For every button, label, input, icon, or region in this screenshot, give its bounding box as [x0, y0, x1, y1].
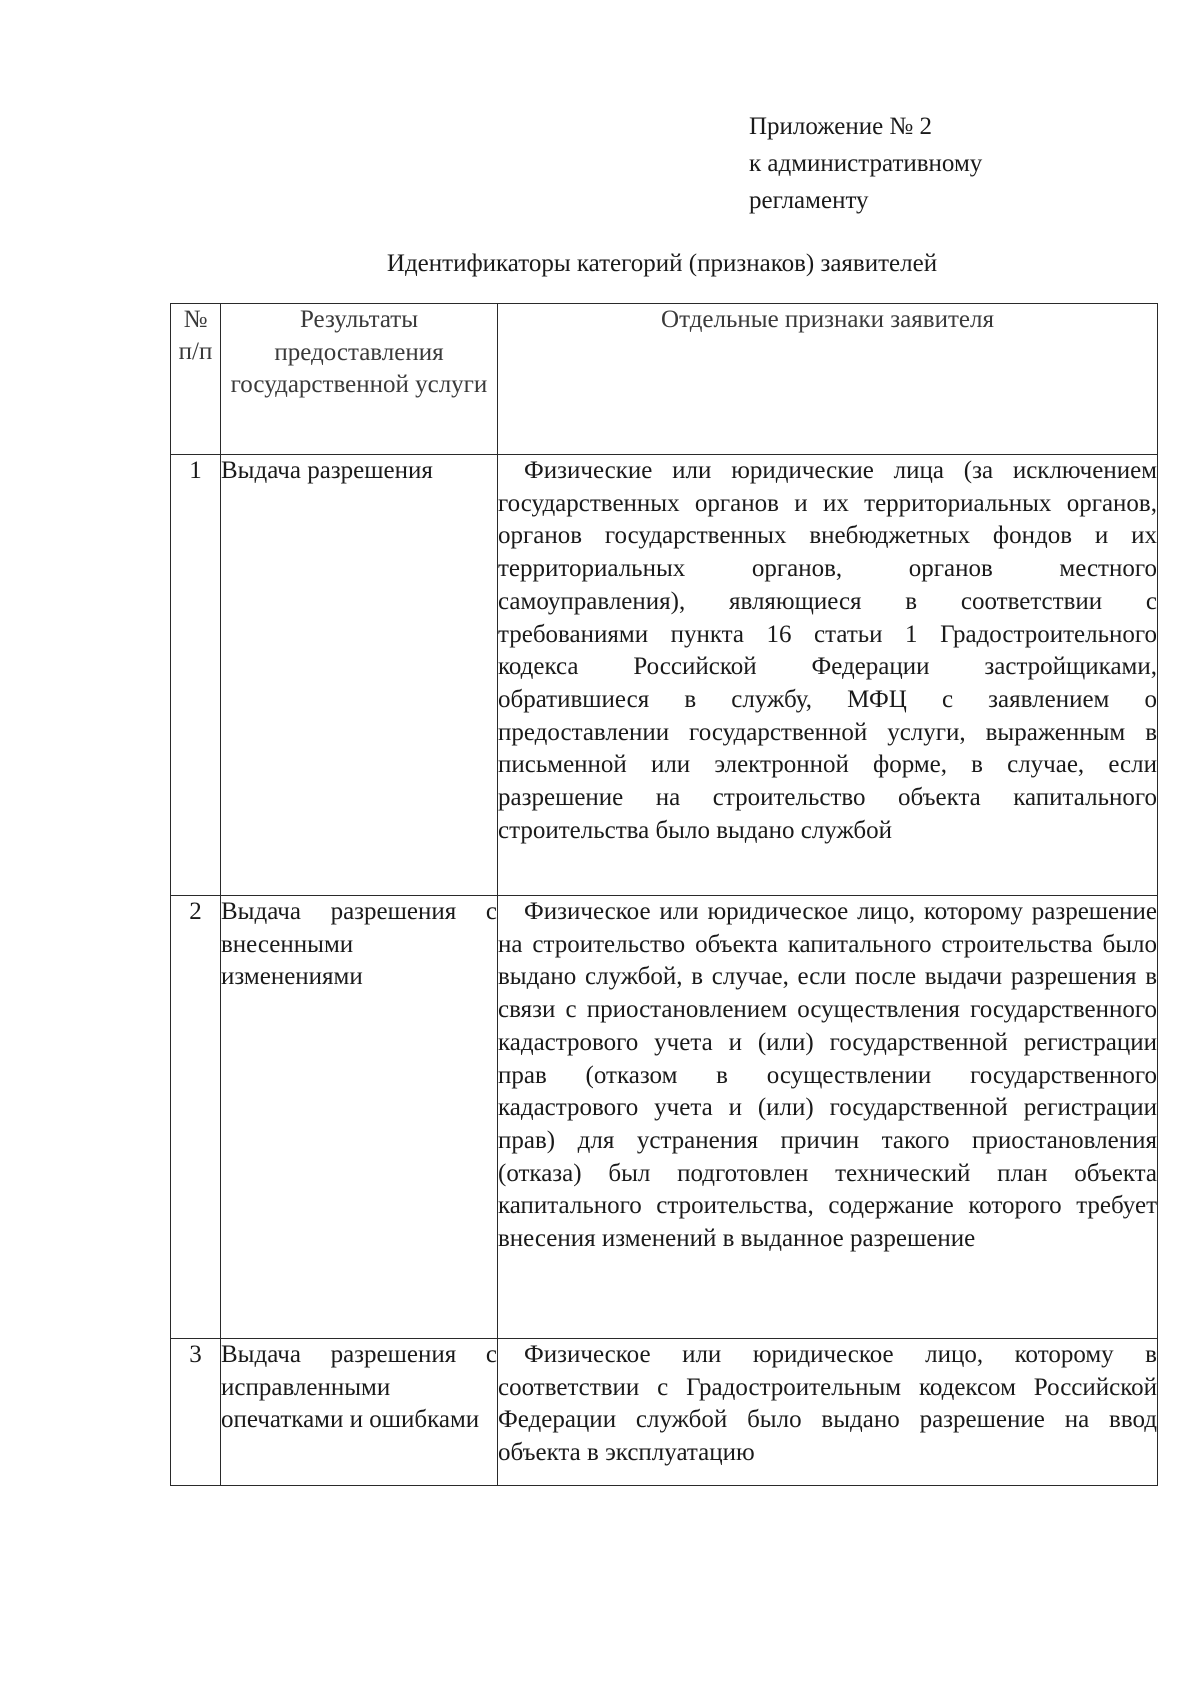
appendix-line-1: Приложение № 2 [749, 113, 933, 140]
row-number: 1 [171, 455, 221, 896]
table-row [171, 455, 1158, 896]
document-title: Идентификаторы категорий (признаков) заявителей [386, 250, 938, 277]
appendix-line-3: регламенту [749, 187, 869, 214]
applicant-categories-table [170, 303, 1158, 1486]
table-header-row [171, 304, 1158, 455]
appendix-line-2: к административному [749, 150, 983, 177]
appendix-header [749, 108, 982, 219]
header-number: № п/п [171, 304, 221, 455]
header-result: Результаты предоставления государственной услуги [221, 304, 498, 455]
row-description: Физические или юридические лица (за исключением государственных органов и их территориальных органов, органов государственных внебюджетных фондов и их территориальных органов, органов местного самоуправления), являющиеся в соответствии с требованиями пункта 16 статьи 1 Градостроительного кодекса Российской Федерации застройщиками, обратившиеся в службу, МФЦ с заявлением о предоставлении государственной услуги, выраженным в письменной или электронной форме, в случае, если разрешение на строительство объекта капитального строительства было выдано службой [498, 455, 1158, 896]
header-attributes: Отдельные признаки заявителя [498, 304, 1158, 455]
table-row [171, 896, 1158, 1339]
table-row [171, 1339, 1158, 1486]
row-result: Выдача разрешения с внесенными изменениями [221, 896, 498, 1339]
row-result: Выдача разрешения с исправленными опечатками и ошибками [221, 1339, 498, 1486]
row-description: Физическое или юридическое лицо, которому разрешение на строительство объекта капитального строительства было выдано службой, в случае, если после выдачи разрешения в связи с приостановлением осуществления государственного кадастрового учета и (или) государственной регистрации прав (отказом в осуществлении государственного кадастрового учета и (или) государственной регистрации прав) для устранения причин такого приостановления (отказа) был подготовлен технический план объекта капитального строительства, содержание которого требует внесения изменений в выданное разрешение [498, 896, 1158, 1339]
row-description: Физическое или юридическое лицо, которому в соответствии с Градостроительным кодексом Российской Федерации службой было выдано разрешение на ввод объекта в эксплуатацию [498, 1339, 1158, 1486]
row-number: 3 [171, 1339, 221, 1486]
row-number: 2 [171, 896, 221, 1339]
row-result: Выдача разрешения [221, 455, 498, 896]
